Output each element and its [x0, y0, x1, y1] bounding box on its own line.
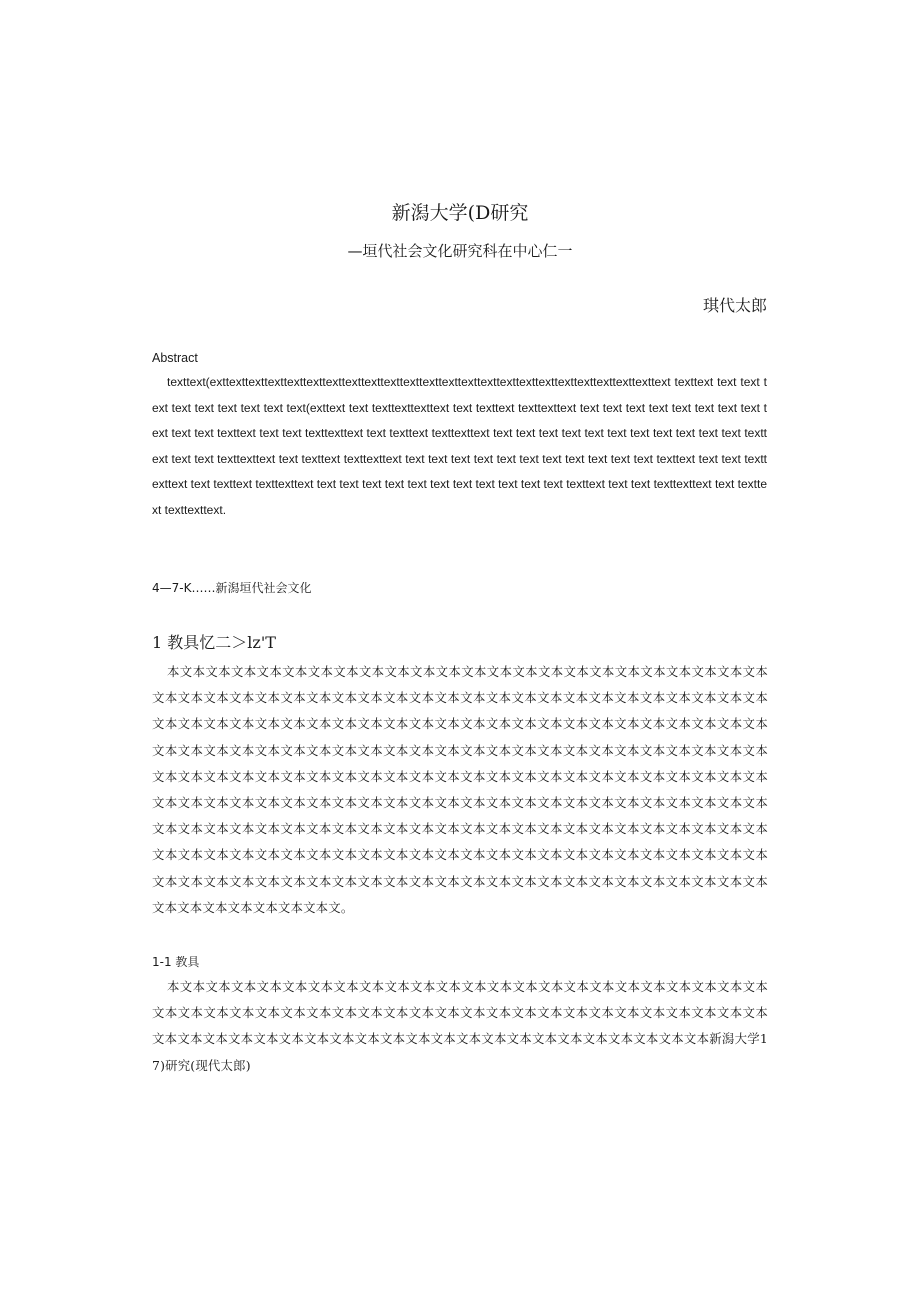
section-heading: 1 教具忆二＞lz'T [152, 633, 276, 652]
author-name: 琪代太郎 [702, 296, 767, 315]
subsection-body: 本文本文本文本文本文本文本文本文本文本文本文本文本文本文本文本文本文本文本文本文本文本文本文本文本文本文本文本文本文本文本文本文本文本文本文本文本文本文本文本文本文本文本文本文本文本文本文本文本文本文本文本文本文本文本文本文本文本文本文本文本文本文本文本文本文本文本文本文本文本新潟大学17)研究(现代太郎) [152, 979, 768, 1073]
paper-subtitle: —垣代社会文化研究科在中心仁一 [347, 242, 573, 260]
abstract-body: texttext(exttexttexttexttexttexttexttexttexttexttexttexttexttexttexttexttexttexttexttexttexttexttexttext texttext text text text text text text text text text(exttext text texttexttexttext text texttext texttexttext text text text text text text text text text text text texttext text text texttexttext text texttext texttexttext text text text text text text text text text text text texttext text text texttexttext text texttext texttexttext text text text text text text text text text text text texttext text text texttexttext text texttext texttexttext text text text text text text text text text text text texttext text text texttexttext text texttext texttexttext. [152, 375, 767, 517]
paper-title: 新潟大学(D研究 [391, 202, 529, 224]
abstract-label: Abstract [152, 351, 198, 365]
keywords-line: 4—7-K……新潟垣代社会文化 [152, 581, 312, 595]
section-body: 本文本文本文本文本文本文本文本文本文本文本文本文本文本文本文本文本文本文本文本文本文本文本文本文本文本文本文本文本文本文本文本文本文本文本文本文本文本文本文本文本文本文本文本文本文本文本文本文本文本文本文本文本文本文本文本文本文本文本文本文本文本文本文本文本文本文本文本文本文本文本文本文本文本文本文本文本文本文本文本文本文本文本文本文本文本文本文本文本文本文本文本文本文本文本文本文本文本文本文本文本文本文本文本文本文本文本文本文本文本文本文本文本文本文本文本文本文本文本文本文本文本文本文本文本文本文本文本文本文本文本文本文本文本文本文本文本文本文本文本文本文本文本文本文本文本文本文本文本文本文本文本文本文本文本文本文本文本文本文本文本文本文本文本文本文本文本文本文本文本文本文本文本文本文本文本文本文本文本文本文本文本文本文本文本文本文本文本文本文本文本文本文本文本文本文本文本文本文本文本文本文本文本文本文本文本文本文本文本文本文本文本文本文本文本文本文本文本文本文本文本文本文本文。 [152, 664, 768, 915]
subsection-heading: 1-1 教具 [152, 955, 200, 969]
